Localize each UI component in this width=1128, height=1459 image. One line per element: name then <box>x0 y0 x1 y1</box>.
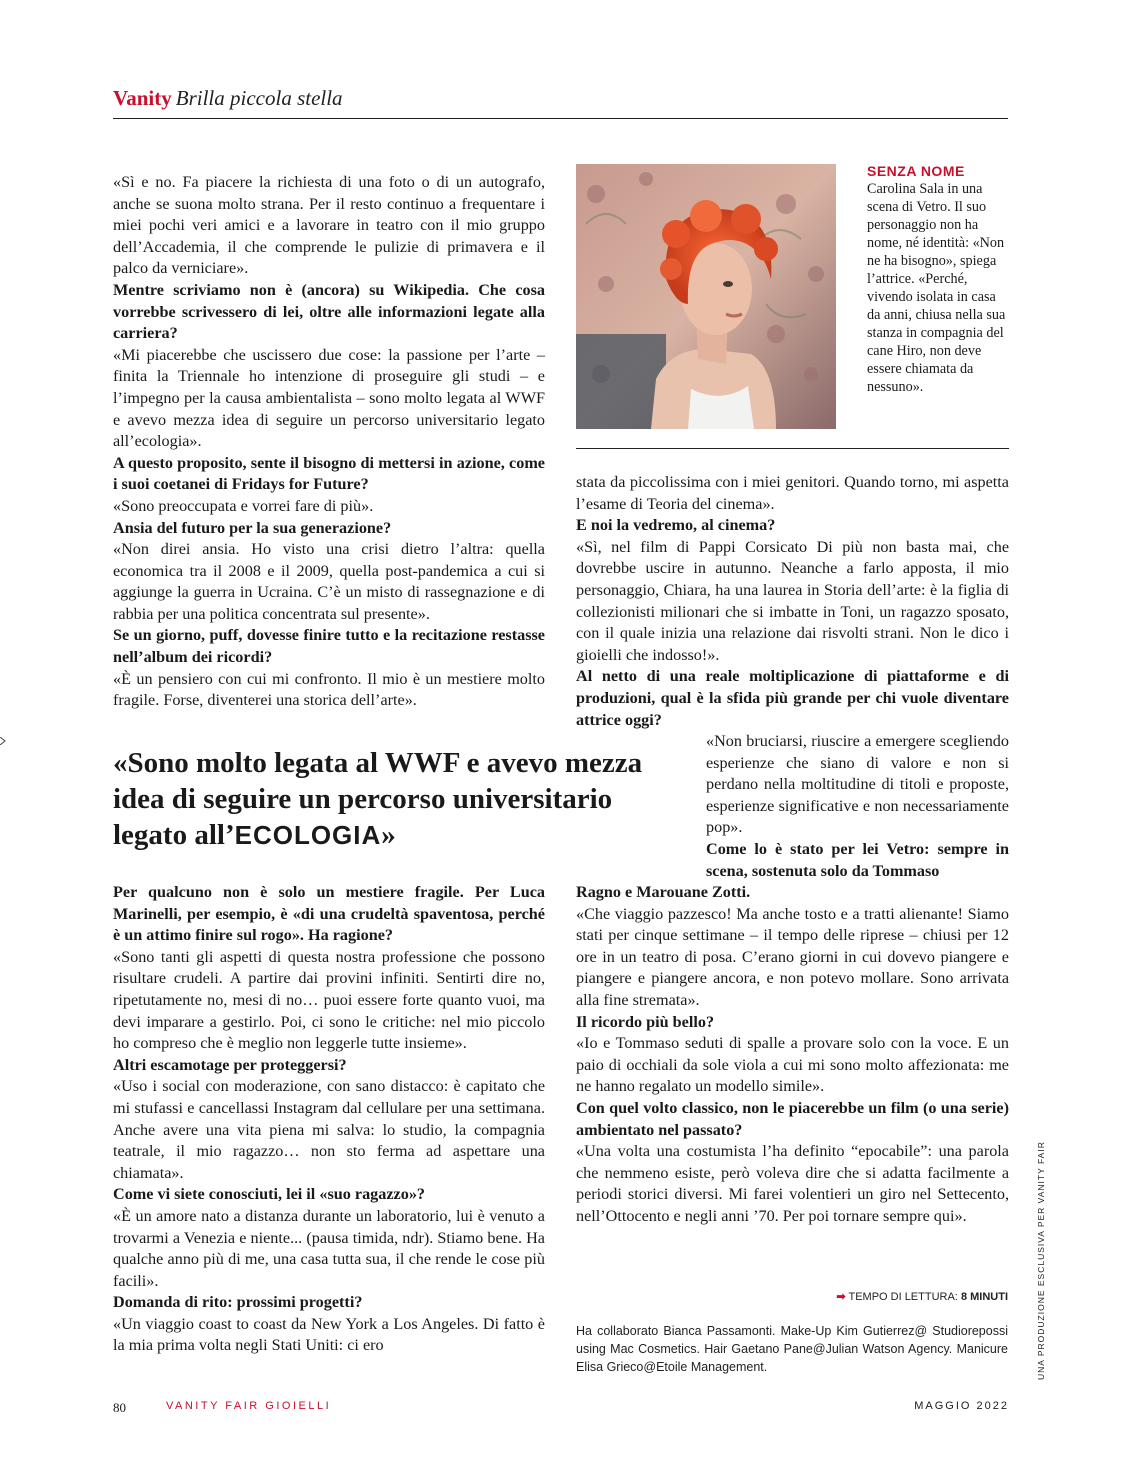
edge-mark <box>0 732 6 740</box>
magazine-name: VANITY FAIR GIOIELLI <box>166 1400 332 1412</box>
interview-answer: «È un pensiero con cui mi confronto. Il mio è un mestiere molto fragile. Forse, diventerei una storica dell’arte». <box>113 669 545 710</box>
reading-time <box>776 1290 1008 1303</box>
column-left-upper <box>113 172 545 712</box>
pull-quote-end: » <box>381 819 396 851</box>
vertical-note-text: UNA PRODUZIONE ESCLUSIVA PER VANITY FAIR <box>1036 1141 1046 1380</box>
edge-mark-icon <box>0 737 6 745</box>
interview-question: Domanda di rito: prossimi progetti? <box>113 1293 363 1312</box>
interview-answer: «È un amore nato a distanza durante un laboratorio, lui è venuto a trovarmi a Venezia e niente... (pausa timida, ndr). Stiamo bene. Ha qualche anno più di me, una casa tutta sua, il che rende le cose più facili». <box>113 1206 545 1290</box>
column-right-upper <box>576 472 1009 731</box>
interview-answer: «Sì, nel film di Pappi Corsicato Di più non basta mai, che dovrebbe uscire in autunno. Neanche a farlo apposta, il mio personaggio, Chiara, ha una laurea in Storia dell’arte: è la figlia di collezionisti milionari che si imbatte in Toni, un ragazzo sposato, con il quale inizia una relazione dai risvolti strani. Non le dico i gioielli che indosso!». <box>576 537 1009 664</box>
interview-question: Ragno e Marouane Zotti. <box>576 883 751 901</box>
section-title: Brilla piccola stella <box>175 86 343 110</box>
issue-date: MAGGIO 2022 <box>914 1400 1009 1412</box>
brand-logo: Vanity <box>113 86 172 110</box>
interview-answer: «Mi piacerebbe che uscissero due cose: la passione per l’arte – finita la Triennale ho intenzione di proseguire gli studi – e l’impegno per la causa ambientalista – sono molto legata al WWF e avevo mezza idea di seguire un percorso universitario legato all’ecologia». <box>113 345 545 451</box>
caption-title: SENZA NOME <box>867 163 965 179</box>
interview-question: Come lo è stato per lei Vetro: sempre in scena, sostenuta solo da Tommaso <box>706 839 1009 880</box>
column-right-narrow <box>706 731 1009 882</box>
interview-question: E noi la vedremo, al cinema? <box>576 516 776 535</box>
column-left-lower <box>113 882 545 1357</box>
column-right-lower <box>576 882 1009 1228</box>
interview-question: A questo proposito, sente il bisogno di mettersi in azione, come i suoi coetanei di Fridays for Future? <box>113 453 545 494</box>
page-number: 80 <box>113 1400 126 1415</box>
interview-question: Il ricordo più bello? <box>576 1012 715 1031</box>
interview-question: Altri escamotage per proteggersi? <box>113 1055 347 1074</box>
interview-answer: «Io e Tommaso seduti di spalle a provare solo con la voce. E un paio di occhiali da sole viola a cui mi sono molto affezionata: me ne hanno regalato un modello simile». <box>576 1034 1009 1096</box>
photo-carolina-sala <box>576 164 836 429</box>
interview-question: Con quel volto classico, non le piacerebbe un film (o una serie) ambientato nel passato? <box>576 1098 1009 1139</box>
interview-answer: «Non bruciarsi, riuscire a emergere scegliendo esperienze che siano di valore e non si perdano nella moltitudine di titoli e proposte, esperienze significative e non necessariamente pop». <box>706 732 1009 837</box>
interview-answer: «Una volta una costumista l’ha definito “epocabile”: una parola che nemmeno esiste, però voleva dire che si adatta facilmente a periodi storici diversi. Mi farei volentieri un giro nel Settecento, nell’Ottocento e negli anni ’70. Per poi tornare sempre qui». <box>576 1142 1009 1225</box>
interview-answer: «Sono tanti gli aspetti di questa nostra professione che possono risultare crudeli. A partire dai provini infiniti. Sentirti dire no, ripetutamente no, mesi di no… puoi essere forte quanto vuoi, ma devi imparare a gestirlo. Poi, ci sono le critiche: nel mio piccolo ho compreso che è meglio non leggerle tutte insieme». <box>113 947 545 1053</box>
caption-text: Carolina Sala in una scena di Vetro. Il suo personaggio non ha nome, né identità: «Non ne ha bisogno», spiega l’attrice. «Perché, vivendo isolata in casa da anni, chiusa nella sua stanza in compagnia del cane Hiro, non deve essere chiamata da nessuno». <box>867 181 1006 395</box>
page-header <box>113 86 1008 119</box>
interview-answer: «Che viaggio pazzesco! Ma anche tosto e a tratti alienante! Siamo stati per cinque settimane – il tempo delle riprese – chiusi per 12 ore in un teatro di posa. C’erano giorni in cui dovevo piangere e piangere e piangere ancora, e non potevo mollare. Sono arrivata alla fine stremata». <box>576 904 1009 1009</box>
interview-question: Come vi siete conosciuti, lei il «suo ragazzo»? <box>113 1185 426 1204</box>
reading-time-value: 8 MINUTI <box>960 1291 1008 1303</box>
interview-answer: «Non direi ansia. Ho visto una crisi dietro l’altra: quella economica tra il 2008 e il 2009, quella post-pandemica a cui si aggiunge la guerra in Ucraina. C’è un misto di rassegnazione e di rabbia per una politica concentrata sul presente». <box>113 540 545 623</box>
photo-illustration <box>576 164 836 429</box>
pull-quote <box>113 745 693 853</box>
interview-answer: «Uso i social con moderazione, con sano distacco: è capitato che mi stufassi e cancellassi Instagram dal cellulare per una settimana. Anche avere una vita piena mi salva: lo studio, la compagnia teatrale, il mio ragazzo… non sto ferma ad aspettare una chiamata». <box>113 1077 545 1182</box>
vertical-note <box>1036 1140 1050 1380</box>
divider <box>576 448 1009 449</box>
interview-question: Mentre scriviamo non è (ancora) su Wikipedia. Che cosa vorrebbe scrivessero di lei, oltre alle informazioni legate alla carriera? <box>113 280 545 343</box>
interview-answer: stata da piccolissima con i miei genitori. Quando torno, mi aspetta l’esame di Teoria del cinema». <box>576 473 1009 513</box>
interview-answer: «Sono preoccupata e vorrei fare di più». <box>113 496 374 515</box>
photo-caption <box>867 162 1009 396</box>
credits: Ha collaborato Bianca Passamonti. Make-Up Kim Gutierrez@ Studiorepossi using Mac Cosmetics. Hair Gaetano Pane@Julian Watson Agency. Manicure Elisa Grieco@Etoile Management. <box>576 1324 1008 1374</box>
interview-question: Ansia del futuro per la sua generazione? <box>113 518 392 537</box>
pull-quote-text: «Sono molto legata al WWF e avevo mezza idea di seguire un percorso universitario legato all’ <box>113 747 643 851</box>
interview-question: Al netto di una reale moltiplicazione di piattaforme e di produzioni, qual è la sfida più grande per chi vuole diventare attrice oggi? <box>576 667 1009 729</box>
reading-time-label: TEMPO DI LETTURA: <box>848 1291 958 1303</box>
interview-answer: «Sì e no. Fa piacere la richiesta di una foto o di un autografo, anche se suona molto strana. Per il resto continuo a frequentare i miei pochi veri amici e a lavorare in teatro con il mio gruppo dell’Accademia, il che comprende le pulizie di primavera e il palco da verniciare». <box>113 173 545 278</box>
interview-answer: «Un viaggio coast to coast da New York a Los Angeles. Di fatto è la mia prima volta negli Stati Uniti: ci ero <box>113 1314 545 1355</box>
interview-question: Per qualcuno non è solo un mestiere fragile. Per Luca Marinelli, per esempio, è «di una crudeltà spaventosa, perché è un attimo finire sul rogo». Ha ragione? <box>113 883 545 945</box>
arrow-right-icon: ➡ <box>836 1291 846 1303</box>
pull-quote-highlight: ECOLOGIA <box>234 820 382 850</box>
interview-question: Se un giorno, puff, dovesse finire tutto e la recitazione restasse nell’album dei ricordi? <box>113 626 545 667</box>
